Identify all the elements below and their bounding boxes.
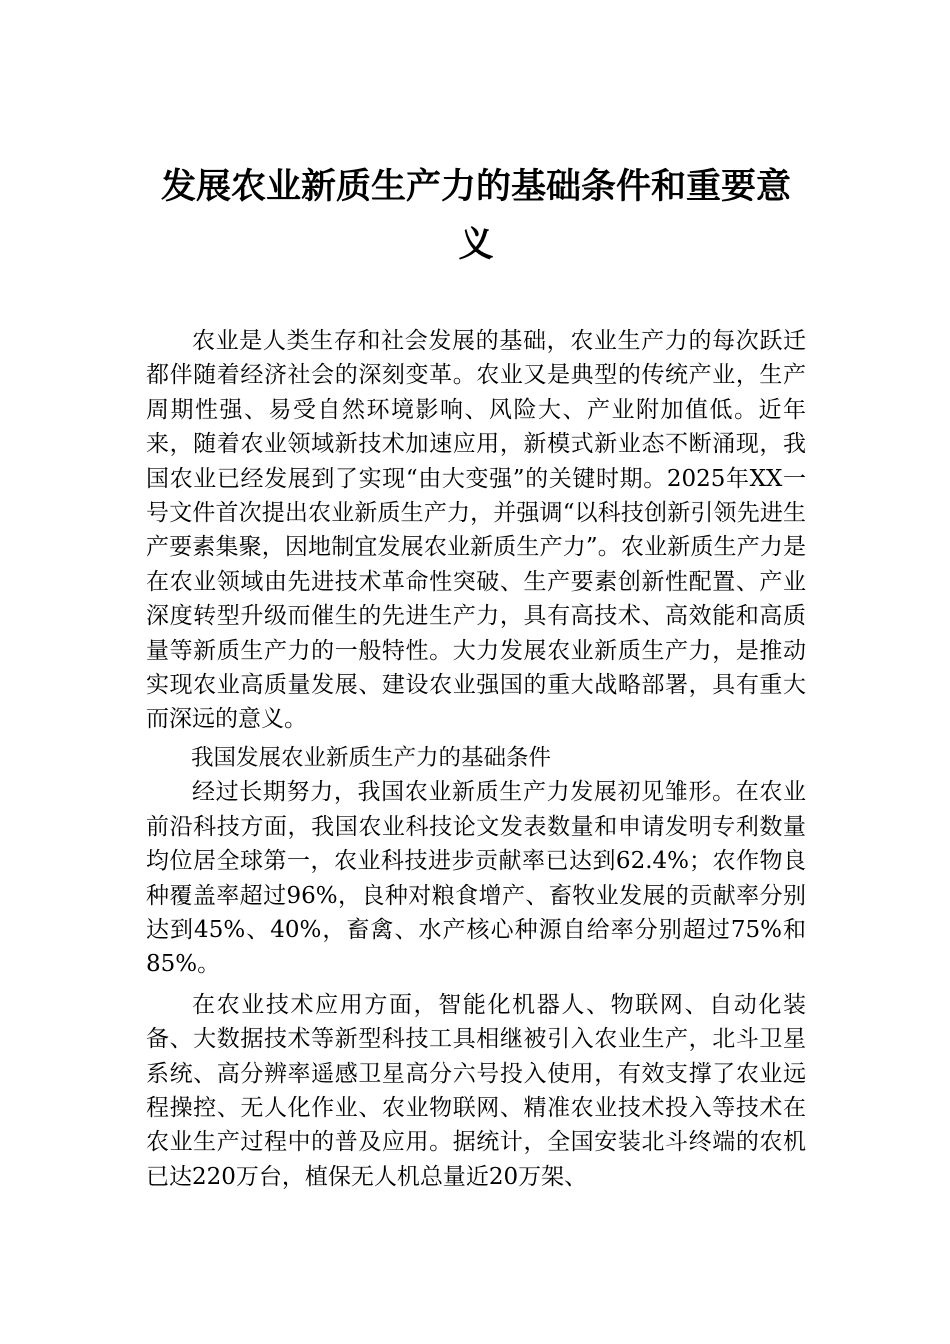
intro-paragraph: 农业是人类生存和社会发展的基础，农业生产力的每次跃迁都伴随着经济社会的深刻变革。农业又是典型的传统产业，生产周期性强、易受自然环境影响、风险大、产业附加值低。近年来，随着农业领域新技术加速应用，新模式新业态不断涌现，我国农业已经发展到了实现“由大变强”的关键时期。2025年XX一号文件首次提出农业新质生产力，并强调“以科技创新引领先进生产要素集聚，因地制宜发展农业新质生产力”。农业新质生产力是在农业领域由先进技术革命性突破、生产要素创新性配置、产业深度转型升级而催生的先进生产力，具有高技术、高效能和高质量等新质生产力的一般特性。大力发展农业新质生产力，是推动实现农业高质量发展、建设农业强国的重大战略部署，具有重大而深远的意义。 <box>146 328 806 733</box>
document-title: 发展农业新质生产力的基础条件和重要意义 <box>160 166 791 265</box>
section-heading: 我国发展农业新质生产力的基础条件 <box>191 744 552 771</box>
document-body <box>146 324 806 1194</box>
section-paragraph-1: 经过长期努力，我国农业新质生产力发展初见雏形。在农业前沿科技方面，我国农业科技论文发表数量和申请发明专利数量均位居全球第一，农业科技进步贡献率已达到62.4%；农作物良种覆盖率超过96%，良种对粮食增产、畜牧业发展的贡献率分别达到45%、40%，畜禽、水产核心种源自给率分别超过75%和85%。 <box>146 779 806 978</box>
section-paragraph-2: 在农业技术应用方面，智能化机器人、物联网、自动化装备、大数据技术等新型科技工具相继被引入农业生产，北斗卫星系统、高分辨率遥感卫星高分六号投入使用，有效支撑了农业远程操控、无人化作业、农业物联网、精准农业技术投入等技术在农业生产过程中的普及应用。据统计，全国安装北斗终端的农机已达220万台，植保无人机总量近20万架、 <box>146 991 806 1190</box>
